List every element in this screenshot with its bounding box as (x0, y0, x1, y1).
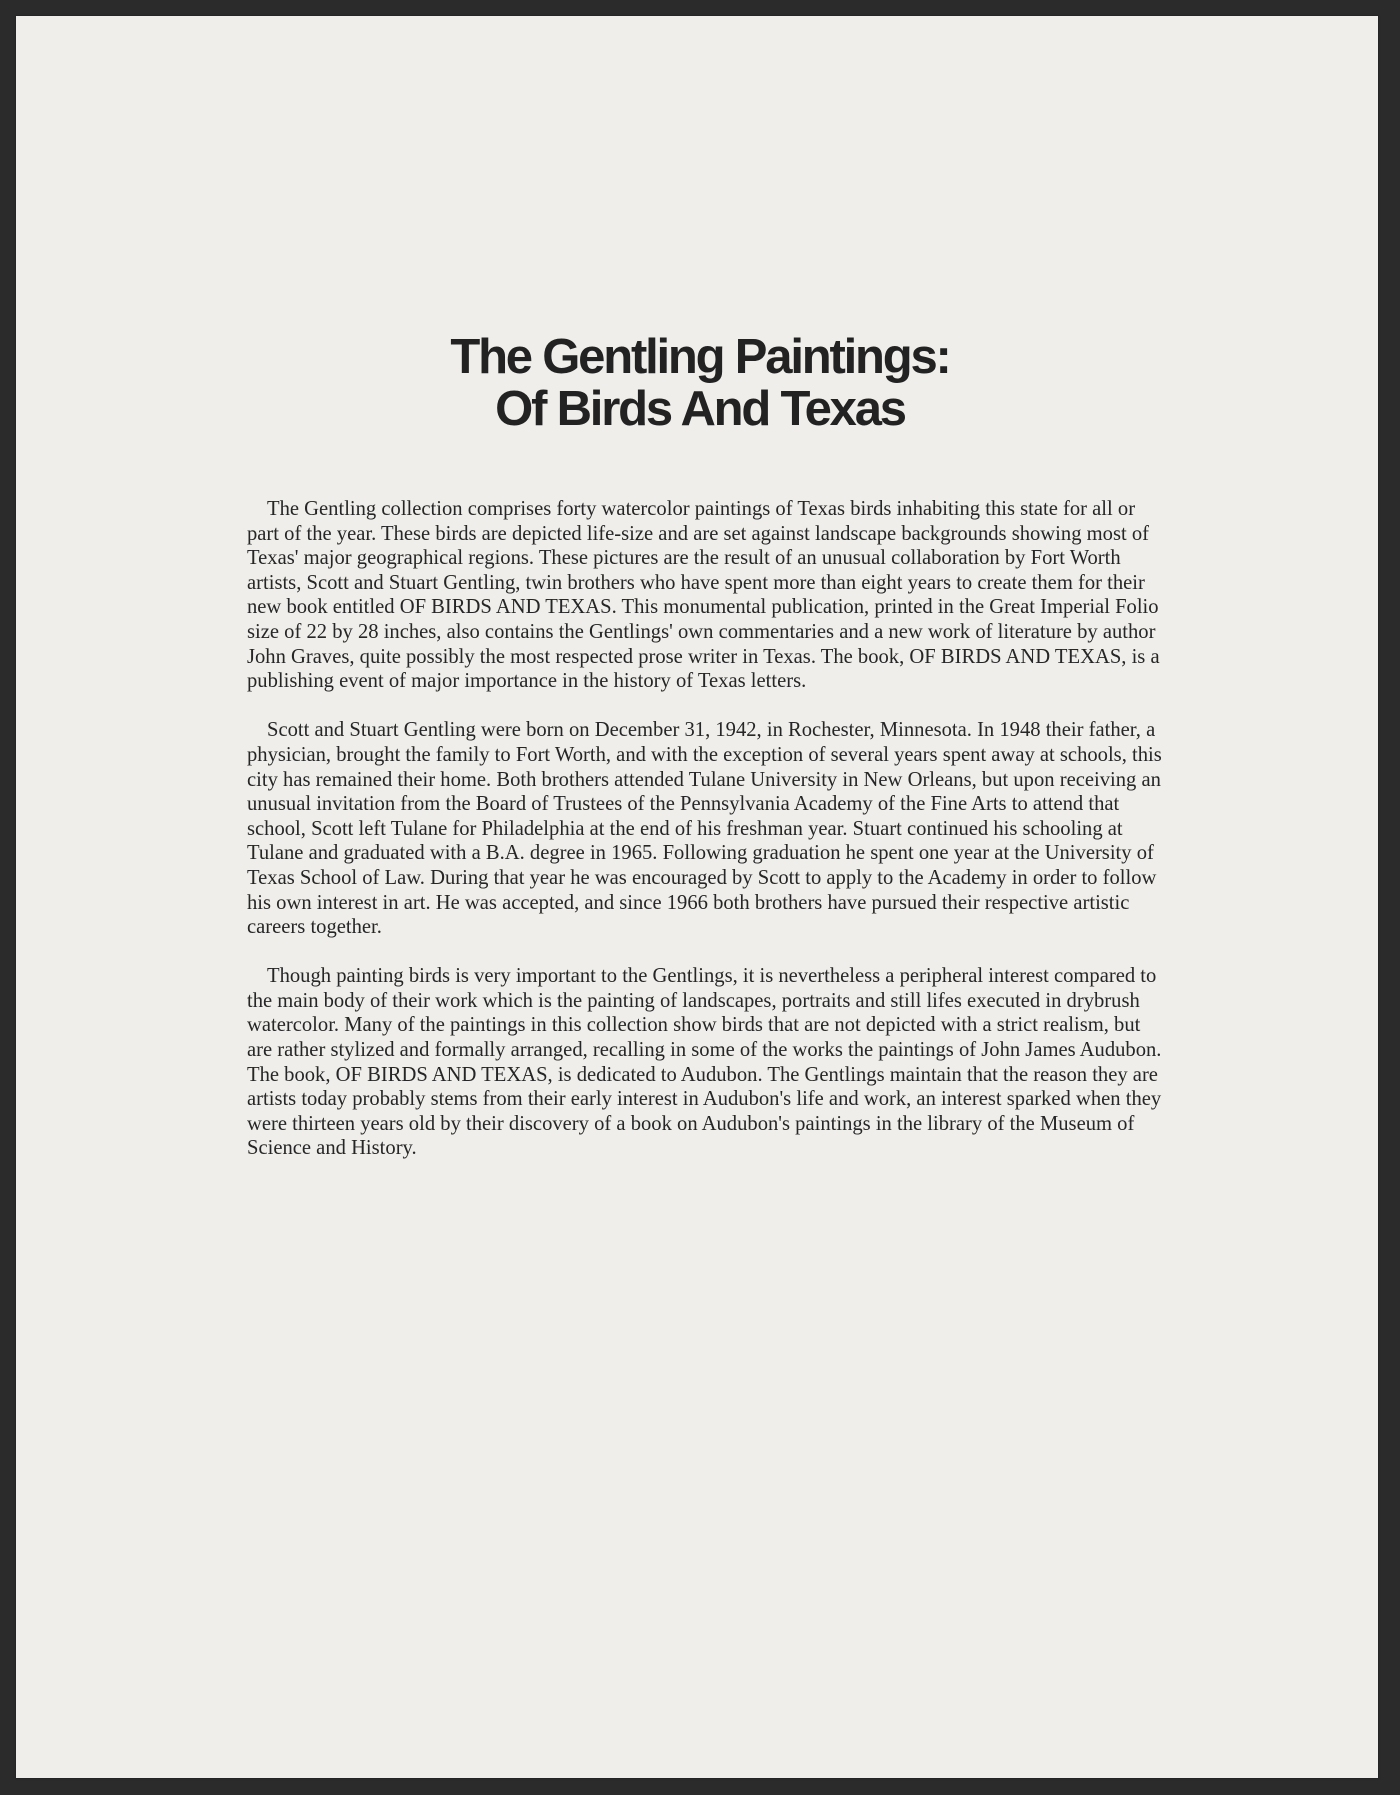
title-line-1: The Gentling Paintings: (450, 329, 950, 384)
title-line-2: Of Birds And Texas (495, 381, 905, 436)
paragraph-audubon: Though painting birds is very important to the Gentlings, it is nevertheless a peripheral interest compared to the main body of their work which is the painting of landscapes, portraits and still lifes executed in drybrush watercolor. Many of the paintings in this collection show birds that are not depicted with a strict realism, but are rather stylized and formally arranged, recalling in some of the works the paintings of John James Audubon. The book, OF BIRDS AND TEXAS, is dedicated to Audubon. The Gentlings maintain that the reason they are artists today probably stems from their early interest in Audubon's life and work, an interest sparked when they were thirteen years old by their discovery of a book on Audubon's paintings in the library of the Museum of Science and History. (247, 965, 1162, 1160)
body-text (247, 497, 1167, 1186)
document-page (16, 16, 1378, 1778)
paragraph-collection: The Gentling collection comprises forty watercolor paintings of Texas birds inhabiting this state for all or part of the year. These birds are depicted life-size and are set against landscape backgrounds showing most of Texas' major geographical regions. These pictures are the result of an unusual collaboration by Fort Worth artists, Scott and Stuart Gentling, twin brothers who have spent more than eight years to create them for their new book entitled OF BIRDS AND TEXAS. This monumental publication, printed in the Great Imperial Folio size of 22 by 28 inches, also contains the Gentlings' own commentaries and a new work of literature by author John Graves, quite possibly the most respected prose writer in Texas. The book, OF BIRDS AND TEXAS, is a publishing event of major importance in the history of Texas letters. (247, 498, 1160, 693)
page-title (0, 331, 1400, 435)
paragraph-biography: Scott and Stuart Gentling were born on December 31, 1942, in Rochester, Minnesota. In 1948 their father, a physician, brought the family to Fort Worth, and with the exception of several years spent away at schools, this city has remained their home. Both brothers attended Tulane University in New Orleans, but upon receiving an unusual invitation from the Board of Trustees of the Pennsylvania Academy of the Fine Arts to attend that school, Scott left Tulane for Philadelphia at the end of his freshman year. Stuart continued his schooling at Tulane and graduated with a B.A. degree in 1965. Following graduation he spent one year at the University of Texas School of Law. During that year he was encouraged by Scott to apply to the Academy in order to follow his own interest in art. He was accepted, and since 1966 both brothers have pursued their respective artistic careers together. (247, 719, 1162, 939)
